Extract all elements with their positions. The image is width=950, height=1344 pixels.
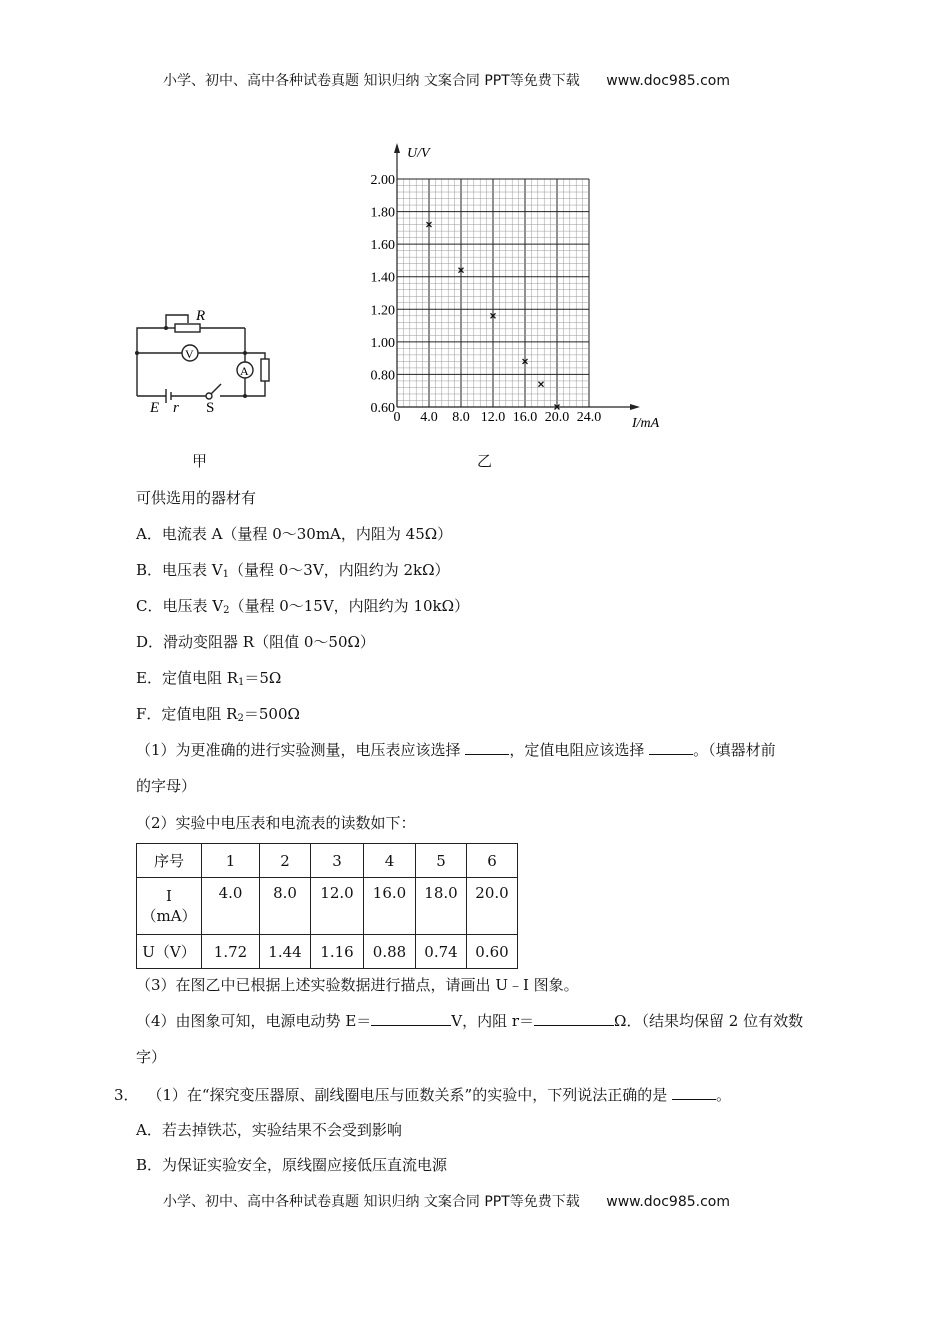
table-cell: 0.74 [416, 935, 467, 969]
question-4 [136, 1010, 803, 1031]
y-tick-label: 0.60 [370, 401, 395, 416]
label-r: r [173, 400, 179, 416]
x-tick-label: 4.0 [420, 410, 438, 425]
table-cell: 0.60 [467, 935, 518, 969]
question-3: （3）在图乙中已根据上述实验数据进行描点，请画出 U﹣I 图象。 [136, 976, 579, 994]
ammeter-label: A [240, 364, 249, 378]
table-cell: 16.0 [364, 878, 416, 935]
table-cell: 3 [311, 844, 364, 878]
option-prefix: F．定值电阻 R [136, 705, 238, 723]
table-cell: 4 [364, 844, 416, 878]
option-suffix: ＝5Ω [244, 669, 282, 687]
option-prefix: B．电压表 V [136, 561, 223, 579]
question-1-cont: 的字母） [136, 777, 197, 795]
option-sub: 2 [223, 605, 230, 616]
table-cell: 1.16 [311, 935, 364, 969]
header-url[interactable]: www.doc985.com [606, 73, 730, 89]
y-axis-arrow [394, 143, 400, 153]
q4-text-2: V，内阻 r＝ [451, 1012, 535, 1030]
table-cell: 1.72 [202, 935, 260, 969]
row-label: I [166, 886, 172, 905]
q1-text-2: ，定值电阻应该选择 [509, 741, 645, 759]
table-cell: 2 [260, 844, 311, 878]
material-option [136, 703, 300, 724]
table-cell: 1.44 [260, 935, 311, 969]
y-tick-label: 1.20 [370, 303, 395, 319]
table-cell: 1 [202, 844, 260, 878]
answer-blank-voltmeter[interactable] [465, 754, 509, 755]
problem-3-question: （1）在“探究变压器原、副线圈电压与匝数关系”的实验中，下列说法正确的是 [147, 1086, 668, 1104]
material-option [136, 559, 450, 580]
answer-blank-resistance[interactable] [534, 1025, 614, 1026]
table-cell: 5 [416, 844, 467, 878]
p3-option-a: A．若去掉铁芯，实验结果不会受到影响 [136, 1121, 402, 1139]
circuit-diagram [130, 300, 280, 420]
header-text: 小学、初中、高中各种试卷真题 知识归纳 文案合同 PPT等免费下载 [163, 73, 580, 89]
x-axis-arrow [630, 404, 640, 410]
table-cell: 6 [467, 844, 518, 878]
answer-blank-resistor[interactable] [649, 754, 693, 755]
problem-3 [114, 1084, 731, 1105]
material-option [136, 667, 281, 688]
p3-option-b: B．为保证实验安全，原线圈应接低压直流电源 [136, 1156, 448, 1174]
table-cell: 4.0 [202, 878, 260, 935]
x-tick-label: 12.0 [480, 410, 506, 425]
option-suffix: （量程 0～3V，内阻约为 2kΩ） [229, 561, 450, 579]
y-tick-label: 2.00 [370, 173, 395, 188]
y-tick-label: 0.80 [370, 368, 395, 384]
table-cell: 0.88 [364, 935, 416, 969]
answer-blank-p3[interactable] [672, 1099, 716, 1100]
material-option [136, 631, 375, 652]
label-S: S [206, 400, 215, 416]
q1-text: （1）为更准确的进行实验测量，电压表应该选择 [136, 741, 461, 759]
table-row-voltage [137, 935, 518, 969]
materials-intro: 可供选用的器材有 [136, 489, 257, 507]
x-tick-label: 16.0 [512, 410, 538, 425]
y-tick-label: 1.40 [370, 270, 395, 286]
page-footer [163, 1191, 730, 1211]
option-suffix: （量程 0～15V，内阻约为 10kΩ） [229, 597, 470, 615]
option-prefix: C．电压表 V [136, 597, 224, 615]
y-axis-label: U/V [407, 146, 430, 161]
label-R: R [196, 308, 206, 324]
x-axis-label: I/mA [632, 416, 660, 431]
chart-caption: 乙 [477, 452, 493, 470]
x-tick-label: 20.0 [544, 410, 570, 425]
table-cell: 8.0 [260, 878, 311, 935]
q4-text-3: Ω．（结果均保留 2 位有效数 [614, 1012, 804, 1030]
problem-number: 3． [114, 1086, 139, 1104]
y-tick-label: 1.80 [370, 205, 395, 221]
option-sub: 1 [222, 569, 229, 580]
table-cell: 序号 [137, 844, 202, 878]
table-header-row [137, 844, 518, 878]
page-header [163, 70, 730, 90]
voltmeter-label: V [185, 347, 194, 361]
readings-table [136, 843, 518, 969]
circuit-caption: 甲 [192, 452, 208, 470]
option-sub: 1 [238, 677, 245, 688]
q4-text: （4）由图象可知，电源电动势 E＝ [136, 1012, 372, 1030]
footer-url[interactable]: www.doc985.com [606, 1194, 730, 1210]
option-suffix: ＝500Ω [243, 705, 300, 723]
option-prefix: D．滑动变阻器 R（阻值 0～50Ω） [136, 633, 375, 651]
p3-end: 。 [716, 1086, 732, 1104]
row-label: U（V） [137, 935, 202, 969]
q1-text-3: 。（填器材前 [693, 741, 776, 759]
data-point [539, 382, 544, 387]
label-E: E [150, 400, 160, 416]
option-sub: 2 [237, 713, 244, 724]
material-option [136, 595, 469, 616]
table-cell: 18.0 [416, 878, 467, 935]
table-cell: 12.0 [311, 878, 364, 935]
y-tick-label: 1.60 [370, 238, 395, 254]
row-label-unit: （mA） [141, 906, 197, 925]
x-tick-label: 24.0 [576, 410, 602, 425]
table-cell [137, 878, 202, 935]
option-prefix: E．定值电阻 R [136, 669, 239, 687]
y-tick-label: 1.00 [370, 335, 395, 351]
question-2: （2）实验中电压表和电流表的读数如下： [136, 814, 416, 832]
option-prefix: A．电流表 A（量程 0～30mA，内阻为 45Ω） [136, 525, 453, 543]
x-tick-label: 0 [393, 410, 401, 425]
footer-text: 小学、初中、高中各种试卷真题 知识归纳 文案合同 PPT等免费下载 [163, 1194, 580, 1210]
material-option [136, 523, 452, 544]
question-1 [136, 739, 776, 760]
x-tick-label: 8.0 [452, 410, 470, 425]
table-row-current [137, 878, 518, 935]
answer-blank-emf[interactable] [371, 1025, 451, 1026]
u-i-chart [350, 135, 680, 435]
table-cell: 20.0 [467, 878, 518, 935]
question-4-cont: 字） [136, 1048, 167, 1066]
